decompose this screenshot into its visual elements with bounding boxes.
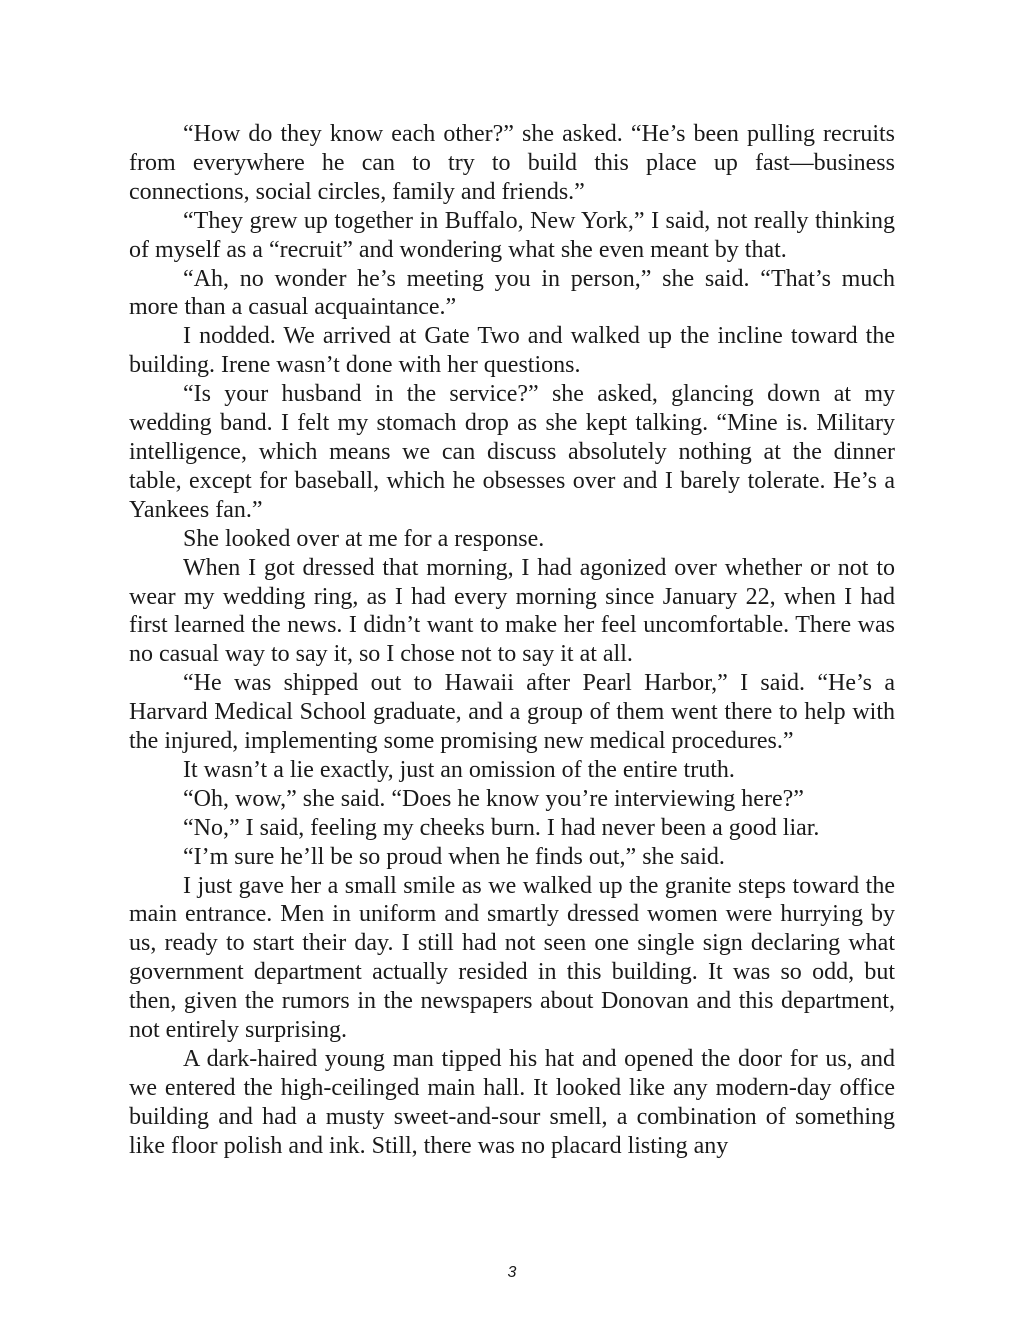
paragraph: I just gave her a small smile as we walked up the granite steps toward the main entrance. Men in uniform and smartly dressed women were hurrying by us, ready to start their day. I still had not seen one single sign declaring what government department actually resided in this building. It was so odd, but then, given the rumors in the newspapers about Donovan and this department, not entirely surprising. [129,872,895,1044]
paragraph: “No,” I said, feeling my cheeks burn. I had never been a good liar. [183,814,820,841]
paragraph: “Is your husband in the service?” she asked, glancing down at my wedding band. I felt my stomach drop as she kept talking. “Mine is. Military intelligence, which means we can discuss absolutely nothing at the dinner table, except for baseball, which he obsesses over and I barely tolerate. He’s a Yankees fan.” [129,381,895,523]
paragraph: It wasn’t a lie exactly, just an omission of the entire truth. [183,756,735,783]
paragraph: She looked over at me for a response. [183,525,545,552]
paragraph: “Oh, wow,” she said. “Does he know you’re interviewing here?” [183,785,804,812]
paragraph: When I got dressed that morning, I had agonized over whether or not to wear my wedding ring, as I had every morning since January 22, when I had first learned the news. I didn’t want to make her feel uncomfortable. There was no casual way to say it, so I chose not to say it at all. [129,554,895,668]
paragraph: A dark-haired young man tipped his hat and opened the door for us, and we entered the high-ceilinged main hall. It looked like any modern-day office building and had a musty sweet-and-sour smell, a combination of something like floor polish and ink. Still, there was no placard listing any [129,1046,895,1159]
paragraph: “He was shipped out to Hawaii after Pearl Harbor,” I said. “He’s a Harvard Medical School graduate, and a group of them went there to help with the injured, implementing some promising new medical procedures.” [129,670,895,755]
paragraph: “They grew up together in Buffalo, New York,” I said, not really thinking of myself as a “recruit” and wondering what she even meant by that. [129,207,895,263]
body-text [129,120,895,1161]
paragraph: “Ah, no wonder he’s meeting you in person,” she said. “That’s much more than a casual acquaintance.” [129,265,895,321]
page-number: 3 [507,1264,517,1281]
paragraph: I nodded. We arrived at Gate Two and walked up the incline toward the building. Irene wasn’t done with her questions. [129,323,895,379]
paragraph: “I’m sure he’ll be so proud when he finds out,” she said. [183,843,725,870]
paragraph: “How do they know each other?” she asked. “He’s been pulling recruits from everywhere he can to try to build this place up fast—business connections, social circles, family and friends.” [129,121,895,205]
